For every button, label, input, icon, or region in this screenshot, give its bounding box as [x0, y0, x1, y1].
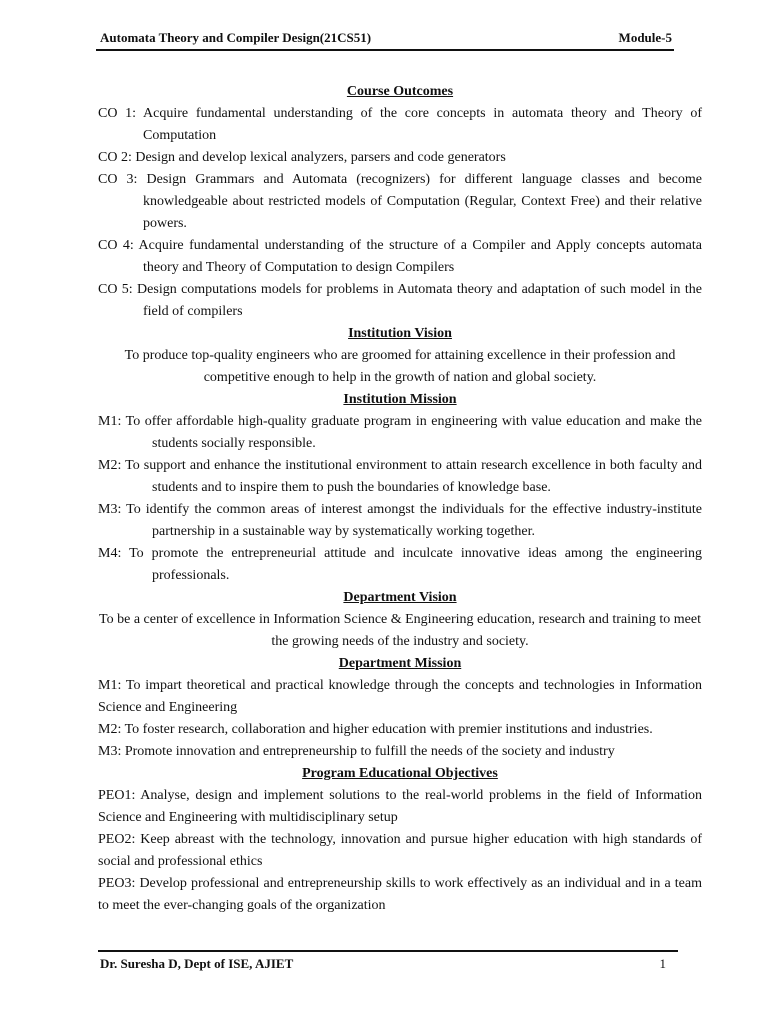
- page-content: [98, 81, 702, 917]
- peo-heading: Program Educational Objectives: [302, 766, 498, 781]
- course-outcome-item: CO 4: Acquire fundamental understanding of the structure of a Compiler and Apply concepts automata theory and Theory of Computation to design Compilers: [98, 238, 702, 275]
- peo-item: PEO2: Keep abreast with the technology, innovation and pursue higher education with high standards of social and professional ethics: [98, 832, 702, 869]
- institution-mission-item: M1: To offer affordable high-quality graduate program in engineering with value education and make the students socially responsible.: [98, 414, 702, 451]
- department-mission-heading: Department Mission: [338, 656, 462, 671]
- footer-divider: [98, 950, 678, 952]
- footer-author: Dr. Suresha D, Dept of ISE, AJIET: [100, 956, 294, 971]
- institution-vision-text: To produce top-quality engineers who are groomed for attaining excellence in their profession and competitive enough to help in the growth of nation and global society.: [124, 348, 676, 385]
- header-divider: [96, 49, 674, 51]
- department-vision-text: To be a center of excellence in Information Science & Engineering education, research and training to meet the growing needs of the industry and society.: [99, 612, 701, 649]
- department-vision-heading: Department Vision: [343, 590, 457, 605]
- peo-item: PEO1: Analyse, design and implement solutions to the real-world problems in the field of Information Science and Engineering with multidisciplinary setup: [98, 788, 702, 825]
- module-label: Module-5: [618, 30, 672, 45]
- institution-vision-heading: Institution Vision: [348, 326, 452, 341]
- department-mission-item: M2: To foster research, collaboration and higher education with premier institutions and industries.: [98, 722, 653, 737]
- page-header: [100, 30, 672, 49]
- institution-mission-item: M4: To promote the entrepreneurial attitude and inculcate innovative ideas among the engineering professionals.: [98, 546, 702, 583]
- page-number: 1: [659, 956, 666, 971]
- course-outcome-item: CO 2: Design and develop lexical analyzers, parsers and code generators: [98, 150, 506, 165]
- institution-mission-item: M3: To identify the common areas of interest amongst the individuals for the effective industry-institute partnership in a sustainable way by systematically working together.: [98, 502, 702, 539]
- course-outcome-item: CO 1: Acquire fundamental understanding of the core concepts in automata theory and Theory of Computation: [98, 106, 702, 143]
- department-mission-item: M1: To impart theoretical and practical knowledge through the concepts and technologies in Information Science and Engineering: [98, 678, 702, 715]
- department-mission-item: M3: Promote innovation and entrepreneurship to fulfill the needs of the society and industry: [98, 744, 615, 759]
- page-footer: [100, 956, 666, 972]
- course-outcome-item: CO 3: Design Grammars and Automata (recognizers) for different language classes and become knowledgeable about restricted models of Computation (Regular, Context Free) and their relative powers.: [98, 172, 702, 231]
- course-outcomes-heading: Course Outcomes: [346, 84, 454, 99]
- institution-mission-item: M2: To support and enhance the institutional environment to attain research excellence in both faculty and students and to inspire them to push the boundaries of knowledge base.: [98, 458, 702, 495]
- document-title: Automata Theory and Compiler Design(21CS51): [100, 30, 372, 45]
- peo-item: PEO3: Develop professional and entrepreneurship skills to work effectively as an individual and in a team to meet the ever-changing goals of the organization: [98, 876, 702, 913]
- institution-mission-heading: Institution Mission: [343, 392, 457, 407]
- course-outcome-item: CO 5: Design computations models for problems in Automata theory and adaptation of such model in the field of compilers: [98, 282, 702, 319]
